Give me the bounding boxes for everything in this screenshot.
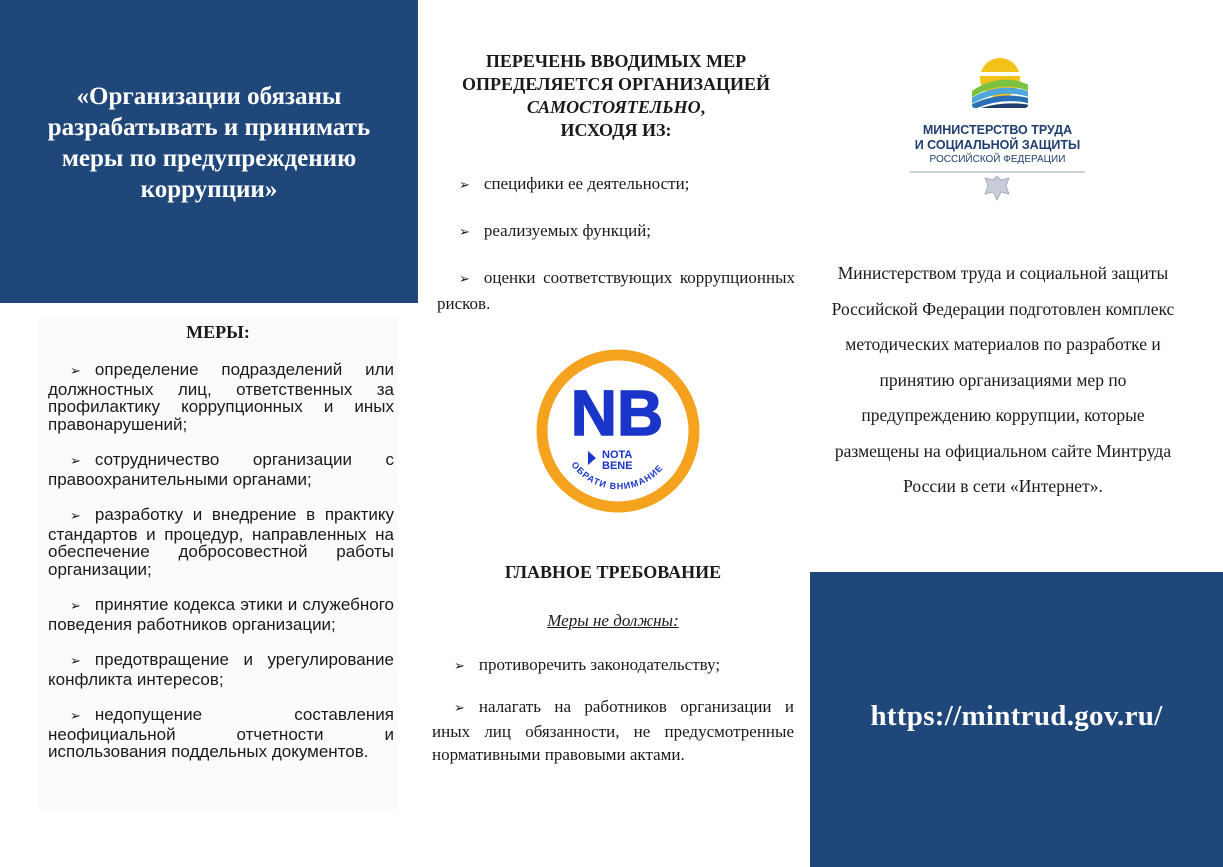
title-panel — [0, 0, 418, 303]
ministry-website-link[interactable]: https://mintrud.gov.ru/ — [870, 700, 1163, 732]
basis-list — [437, 172, 795, 316]
ministry-logo — [905, 48, 1090, 228]
list-item: ➢ налагать на работников организации и иных лиц обязанности, не предусмотренные нормативными правовыми актами. — [432, 697, 794, 764]
requirement-subheading: Меры не должны: — [547, 611, 679, 630]
requirement-section — [432, 562, 794, 783]
ministry-emblem-icon — [905, 48, 1090, 118]
arrow-bullet-icon: ➢ — [454, 659, 465, 674]
list-item: ➢ определение подразделений или должностных лиц, ответственных за профилактику коррупционных и иных правонарушений; — [48, 360, 394, 434]
list-item: ➢ противоречить законодательству; — [454, 655, 721, 674]
arrow-bullet-icon: ➢ — [70, 509, 81, 524]
arrow-bullet-icon: ➢ — [454, 701, 465, 716]
list-item: ➢ принятие кодекса этики и служебного поведения работников организации; — [48, 595, 394, 634]
arrow-bullet-icon: ➢ — [70, 364, 81, 379]
requirement-list — [432, 653, 794, 766]
measures-list — [38, 361, 398, 761]
ministry-description: Министерством труда и социальной защиты Российской Федерации подготовлен комплекс методических материалов по разработке и принятию организациями мер по предупреждению коррупции, которые размещены на официальном сайте Минтруда России в сети «Интернет». — [831, 263, 1175, 496]
svg-text:ОБРАТИ ВНИМАНИЕ: ОБРАТИ ВНИМАНИЕ — [569, 459, 665, 492]
ministry-country: РОССИЙСКОЙ ФЕДЕРАЦИИ — [929, 154, 1066, 165]
ministry-name: МИНИСТЕРСТВО ТРУДА И СОЦИАЛЬНОЙ ЗАЩИТЫ — [914, 123, 1081, 152]
basis-heading: ПЕРЕЧЕНЬ ВВОДИМЫХ МЕР ОПРЕДЕЛЯЕТСЯ ОРГАНИЗАЦИЕЙ САМОСТОЯТЕЛЬНО, ИСХОДЯ ИЗ: — [461, 51, 771, 140]
requirement-heading: ГЛАВНОЕ ТРЕБОВАНИЕ — [504, 562, 722, 582]
arrow-bullet-icon: ➢ — [459, 178, 470, 193]
svg-text:NOTA: NOTA — [602, 449, 633, 461]
nota-bene-icon — [534, 347, 702, 515]
list-item: ➢ предотвращение и урегулирование конфликта интересов; — [48, 650, 394, 689]
nota-bene-logo — [534, 347, 702, 515]
svg-text:NB: NB — [570, 377, 664, 449]
list-item: ➢ специфики ее деятельности; — [459, 174, 690, 193]
arrow-bullet-icon: ➢ — [459, 225, 470, 240]
arrow-bullet-icon: ➢ — [70, 454, 81, 469]
url-panel — [810, 572, 1223, 867]
list-item: ➢ оценки соответствующих коррупционных рисков. — [437, 268, 795, 313]
list-item: ➢ недопущение составления неофициальной отчетности и использования поддельных документов. — [48, 705, 394, 761]
title-text: «Организации обязаны разрабатывать и принимать меры по предупреждению коррупции» — [47, 82, 371, 203]
coat-of-arms-icon — [905, 166, 1090, 206]
arrow-bullet-icon: ➢ — [459, 272, 470, 287]
arrow-bullet-icon: ➢ — [70, 654, 81, 669]
arrow-bullet-icon: ➢ — [70, 599, 81, 614]
svg-text:BENE: BENE — [602, 460, 633, 472]
measures-panel — [38, 316, 398, 810]
list-item: ➢ разработку и внедрение в практику стандартов и процедур, направленных на обеспечение добросовестной работы организации; — [48, 505, 394, 579]
measures-heading: МЕРЫ: — [186, 322, 250, 342]
list-item: ➢ реализуемых функций; — [459, 221, 652, 240]
arrow-bullet-icon: ➢ — [70, 709, 81, 724]
list-item: ➢ сотрудничество организации с правоохранительными органами; — [48, 450, 394, 489]
basis-section — [437, 40, 795, 337]
